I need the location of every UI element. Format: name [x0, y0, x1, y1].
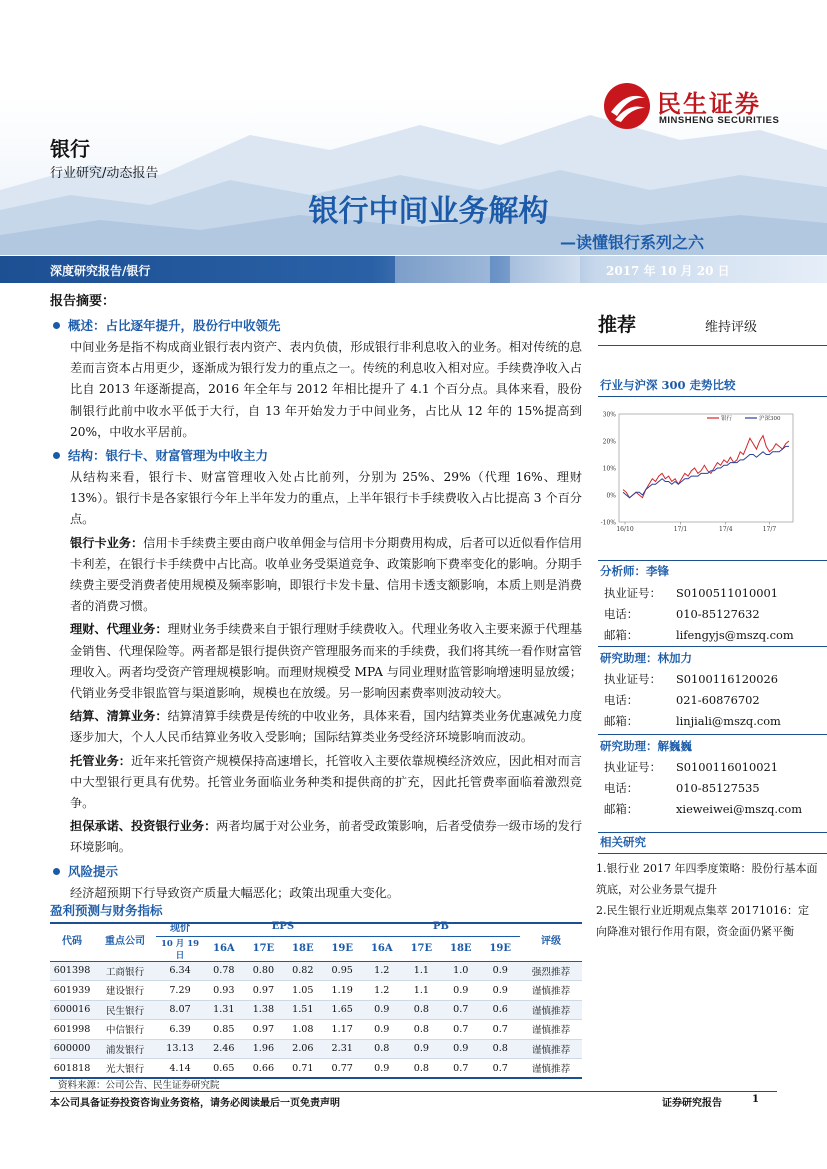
- contact-row: [604, 780, 760, 796]
- section-heading: 结构：银行卡、财富管理为中收主力: [50, 445, 582, 466]
- paragraph-lead: 理财、代理业务：: [70, 622, 168, 637]
- cell-eps: 2.46: [204, 1039, 244, 1059]
- contact-key: 电话：: [604, 607, 639, 621]
- contact-value: 010-85127632: [676, 607, 760, 621]
- cell-eps: 0.97: [244, 981, 283, 1001]
- paragraph-text: 信用卡手续费主要由商户收单佣金与信用卡分期费用构成，后者可以近似看作信用卡利差，在银行卡手续费中占比高。收单业务受渠道竞争、政策影响下费率变化的影响。分期手续费主要受消费者使用规模及频率影响，即银行卡发卡量、信用卡透支额影响，本质上则是消费者的消费习惯。: [70, 535, 583, 614]
- cell-eps: 2.31: [323, 1039, 362, 1059]
- contact-value: xieweiwei@mszq.com: [676, 802, 803, 816]
- cell-eps: 1.65: [323, 1000, 362, 1020]
- chart-title: 行业与沪深 300 走势比较: [600, 378, 736, 392]
- y-tick-label: 20%: [602, 438, 616, 446]
- table-row: [50, 1000, 582, 1020]
- cell-pb: 0.7: [441, 1000, 480, 1020]
- y-tick-label: 0%: [606, 492, 616, 500]
- rating-status: 维持评级: [705, 320, 758, 335]
- paragraph-text: 理财业务手续费来自于银行理财手续费收入。代理业务收入主要来源于代理基金销售、代理保险等。两者都是银行提供资产管理服务而来的手续费，我们将其统一看作财富管理收入。两者均受资产管理规模影响。而理财规模受 MPA 与同业理财监管影响增速明显放缓；代销业务受非银监管与渠道影响，规模也在放缓。另一影响因素费率则波动较大。: [70, 622, 583, 701]
- paragraph-text: 经济超预期下行导致资产质量大幅恶化；政策出现重大变化。: [70, 885, 400, 900]
- legend-label: 银行: [721, 416, 733, 422]
- cell-rating: 谨慎推荐: [520, 1039, 582, 1059]
- table-title: 盈利预测与财务指标: [50, 901, 582, 924]
- contact-row: [604, 713, 781, 729]
- y-tick-label: 30%: [602, 411, 616, 419]
- contact-row: [604, 692, 760, 708]
- cell-eps: 0.95: [323, 961, 362, 981]
- col-year: 17E: [402, 936, 441, 961]
- contact-value: S0100116120026: [676, 672, 779, 686]
- contact-key: 邮箱：: [604, 714, 639, 728]
- cell-eps: 1.08: [283, 1020, 322, 1040]
- cell-pb: 0.7: [480, 1020, 520, 1040]
- cell-company: 民生银行: [94, 1000, 156, 1020]
- col-code: 代码: [50, 918, 94, 961]
- cell-pb: 0.8: [402, 1059, 441, 1079]
- cell-pb: 0.9: [441, 981, 480, 1001]
- cell-eps: 2.06: [283, 1039, 322, 1059]
- analyst-heading: 分析师：李锋: [600, 564, 669, 578]
- x-tick-label: 17/7: [762, 526, 777, 533]
- cell-pb: 1.2: [362, 981, 402, 1001]
- col-year: 18E: [441, 936, 480, 961]
- footer-disclaimer: 本公司具备证券投资咨询业务资格，请务必阅读最后一页免责声明: [50, 1098, 340, 1109]
- cell-pb: 0.9: [362, 1059, 402, 1079]
- contact-value: lifengyjs@mszq.com: [676, 628, 794, 642]
- cell-eps: 0.65: [204, 1059, 244, 1079]
- contact-value: linjiali@mszq.com: [676, 714, 781, 728]
- contact-key: 邮箱：: [604, 628, 639, 642]
- cell-price: 4.14: [156, 1059, 204, 1079]
- cell-pb: 1.1: [402, 981, 441, 1001]
- cell-eps: 0.85: [204, 1020, 244, 1040]
- col-year: 16A: [204, 936, 244, 961]
- report-type: 行业研究/动态报告: [50, 166, 159, 181]
- cell-pb: 0.7: [480, 1059, 520, 1079]
- section-heading: 风险提示: [50, 861, 582, 882]
- col-year: 17E: [244, 936, 283, 961]
- cell-pb: 1.1: [402, 961, 441, 981]
- cell-code: 600016: [50, 1000, 94, 1020]
- legend-label: 沪深300: [759, 416, 781, 422]
- report-info-band: [0, 256, 827, 283]
- divider: [598, 560, 827, 561]
- paragraph-lead: 托管业务：: [70, 753, 131, 768]
- cell-pb: 1.0: [441, 961, 480, 981]
- cell-price: 6.39: [156, 1020, 204, 1040]
- cell-eps: 1.05: [283, 981, 322, 1001]
- paragraph: [50, 816, 582, 858]
- logo-mark-icon: [603, 82, 651, 130]
- col-rating: 评级: [520, 918, 582, 961]
- contact-value: 010-85127535: [676, 781, 760, 795]
- paragraph-text: 结算清算手续费是传统的中收业务，具体来看，国内结算类业务优惠减免力度逐步加大，个人人民币结算业务收入受影响；国际结算类业务受经济环境影响而波动。: [70, 709, 583, 745]
- contact-key: 电话：: [604, 693, 639, 707]
- col-eps: EPS: [204, 918, 362, 936]
- cell-company: 中信银行: [94, 1020, 156, 1040]
- col-year: 19E: [480, 936, 520, 961]
- cell-eps: 0.97: [244, 1020, 283, 1040]
- cell-eps: 1.17: [323, 1020, 362, 1040]
- divider: [598, 396, 827, 397]
- contact-key: 执业证号：: [604, 760, 661, 774]
- report-date: 2017 年 10 月 20 日: [606, 264, 730, 278]
- page-number: 1: [752, 1094, 759, 1105]
- cell-pb: 0.9: [402, 1039, 441, 1059]
- cell-pb: 0.9: [480, 961, 520, 981]
- cell-pb: 1.2: [362, 961, 402, 981]
- paragraph-lead: 银行卡业务：: [70, 535, 144, 550]
- divider: [598, 345, 827, 346]
- x-tick-label: 16/10: [616, 526, 634, 533]
- cell-company: 光大银行: [94, 1059, 156, 1079]
- contact-key: 邮箱：: [604, 802, 639, 816]
- contact-row: [604, 801, 802, 817]
- contact-row: [604, 627, 794, 643]
- paragraph: [50, 533, 582, 618]
- y-tick-label: -10%: [600, 519, 616, 527]
- assistant1-heading: 研究助理：林加力: [600, 651, 692, 665]
- cell-pb: 0.9: [362, 1020, 402, 1040]
- paragraph-lead: 担保承诺、投资银行业务：: [70, 819, 217, 834]
- cell-eps: 1.38: [244, 1000, 283, 1020]
- x-tick-label: 17/1: [673, 526, 688, 533]
- trend-chart: [597, 400, 797, 540]
- report-title: 银行中间业务解构: [308, 194, 549, 229]
- cell-pb: 0.8: [480, 1039, 520, 1059]
- cell-eps: 0.71: [283, 1059, 322, 1079]
- cell-price: 6.34: [156, 961, 204, 981]
- divider: [598, 646, 827, 647]
- footer-divider: [50, 1091, 777, 1092]
- cell-eps: 0.80: [244, 961, 283, 981]
- logo-text-cn: 民生证券: [657, 90, 761, 118]
- contact-key: 执业证号：: [604, 672, 661, 686]
- col-pb: PB: [362, 918, 520, 936]
- footer-label: 证券研究报告: [662, 1098, 722, 1109]
- paragraph: [50, 751, 582, 815]
- paragraph: [50, 619, 582, 704]
- contact-key: 执业证号：: [604, 586, 661, 600]
- related-item: 1.银行业 2017 年四季度策略：股份行基本面筑底，对公业务景气提升: [596, 862, 818, 896]
- divider: [598, 832, 827, 833]
- cell-pb: 0.8: [402, 1000, 441, 1020]
- col-year: 19E: [323, 936, 362, 961]
- contact-row: [604, 759, 778, 775]
- cell-rating: 强烈推荐: [520, 961, 582, 981]
- cell-pb: 0.7: [441, 1020, 480, 1040]
- cell-price: 7.29: [156, 981, 204, 1001]
- table-row: [50, 1020, 582, 1040]
- col-year: 18E: [283, 936, 322, 961]
- cell-pb: 0.8: [362, 1039, 402, 1059]
- table-row: [50, 1059, 582, 1079]
- cell-code: 600000: [50, 1039, 94, 1059]
- cell-code: 601398: [50, 961, 94, 981]
- sector-label: 银行: [50, 137, 90, 161]
- cell-code: 601818: [50, 1059, 94, 1079]
- header-banner: [0, 0, 827, 255]
- col-price: 现价: [156, 918, 204, 936]
- contact-value: 021-60876702: [676, 693, 760, 707]
- cell-code: 601998: [50, 1020, 94, 1040]
- table-row: [50, 1039, 582, 1059]
- cell-eps: 1.51: [283, 1000, 322, 1020]
- cell-eps: 0.66: [244, 1059, 283, 1079]
- financial-table: [50, 918, 582, 1079]
- cell-eps: 1.96: [244, 1039, 283, 1059]
- section-heading: 概述：占比逐年提升，股份行中收领先: [50, 315, 582, 336]
- contact-key: 电话：: [604, 781, 639, 795]
- paragraph: [50, 467, 582, 531]
- cell-rating: 谨慎推荐: [520, 1000, 582, 1020]
- col-company: 重点公司: [94, 918, 156, 961]
- cell-rating: 谨慎推荐: [520, 1059, 582, 1079]
- series-line-hs300: [623, 446, 789, 497]
- paragraph-lead: 结算、清算业务：: [70, 709, 168, 724]
- series-subtitle: —读懂银行系列之六: [560, 233, 705, 252]
- assistant2-heading: 研究助理：解巍巍: [600, 739, 692, 753]
- abstract-body: [50, 315, 582, 906]
- related-research-list: [596, 858, 818, 942]
- cell-rating: 谨慎推荐: [520, 981, 582, 1001]
- cell-pb: 0.7: [441, 1059, 480, 1079]
- cell-rating: 谨慎推荐: [520, 1020, 582, 1040]
- abstract-title: 报告摘要：: [50, 294, 116, 309]
- cell-company: 浦发银行: [94, 1039, 156, 1059]
- cell-eps: 0.78: [204, 961, 244, 981]
- cell-company: 建设银行: [94, 981, 156, 1001]
- company-logo: [603, 82, 803, 132]
- cell-price: 8.07: [156, 1000, 204, 1020]
- rating-value: 推荐: [598, 314, 637, 336]
- cell-pb: 0.6: [480, 1000, 520, 1020]
- paragraph-text: 两者均属于对公业务，前者受政策影响，后者受债券一级市场的发行环境影响。: [70, 819, 583, 855]
- contact-row: [604, 671, 778, 687]
- cell-pb: 0.9: [362, 1000, 402, 1020]
- cell-eps: 1.31: [204, 1000, 244, 1020]
- cell-pb: 0.9: [480, 981, 520, 1001]
- paragraph-text: 中间业务是指不构成商业银行表内资产、表内负债，形成银行非利息收入的业务。相对传统的息差而言资本占用更少，逐渐成为银行发力的重点之一。传统的利息收入相对应。手续费净收入占比自 2013 年逐渐提高，2016 年全年与 2012 年相比提升了 4.1 个百分点。具体来看，股份制银行此前中收水平低于大行，自 13 年开始发力于中间业务，占比从 12 年的 15%提高到 20%，中收水平居前。: [70, 340, 582, 439]
- cell-price: 13.13: [156, 1039, 204, 1059]
- logo-text-en: MINSHENG SECURITIES: [659, 115, 780, 126]
- contact-value: S0100511010001: [676, 586, 779, 600]
- contact-value: S0100116010021: [676, 760, 779, 774]
- y-tick-label: 10%: [602, 465, 616, 473]
- cell-code: 601939: [50, 981, 94, 1001]
- table-source: 资料来源：公司公告、民生证券研究院: [58, 1080, 220, 1091]
- cell-eps: 0.77: [323, 1059, 362, 1079]
- paragraph-text: 近年来托管资产规模保持高速增长，托管收入主要依靠规模经济效应，因此相对而言中大型银行更具有优势。托管业务面临业务种类和提供商的扩充，因此托管费率面临着激烈竞争。: [70, 753, 582, 811]
- paragraph: [50, 706, 582, 748]
- cell-eps: 0.82: [283, 961, 322, 981]
- divider: [598, 853, 827, 854]
- related-item: 2.民生银行业近期观点集萃 20171016：定向降准对银行作用有限，资金面仍紧平衡: [596, 904, 809, 938]
- x-tick-label: 17/4: [719, 526, 733, 533]
- cell-company: 工商银行: [94, 961, 156, 981]
- report-category: 深度研究报告/银行: [50, 264, 151, 278]
- table-row: [50, 981, 582, 1001]
- paragraph: [50, 337, 582, 443]
- col-year: 16A: [362, 936, 402, 961]
- cell-pb: 0.8: [402, 1020, 441, 1040]
- paragraph-text: 从结构来看，银行卡、财富管理收入处占比前列，分别为 25%、29%（代理 16%、理财 13%）。银行卡是各家银行今年上半年发力的重点，上半年银行卡手续费收入占比提高 3 个百分点。: [70, 470, 582, 527]
- cell-eps: 1.19: [323, 981, 362, 1001]
- table-row: [50, 961, 582, 981]
- contact-row: [604, 585, 778, 601]
- cell-eps: 0.93: [204, 981, 244, 1001]
- related-heading: 相关研究: [600, 835, 646, 849]
- divider: [598, 734, 827, 735]
- cell-pb: 0.9: [441, 1039, 480, 1059]
- col-price-date: 10 月 19 日: [156, 936, 204, 961]
- contact-row: [604, 606, 760, 622]
